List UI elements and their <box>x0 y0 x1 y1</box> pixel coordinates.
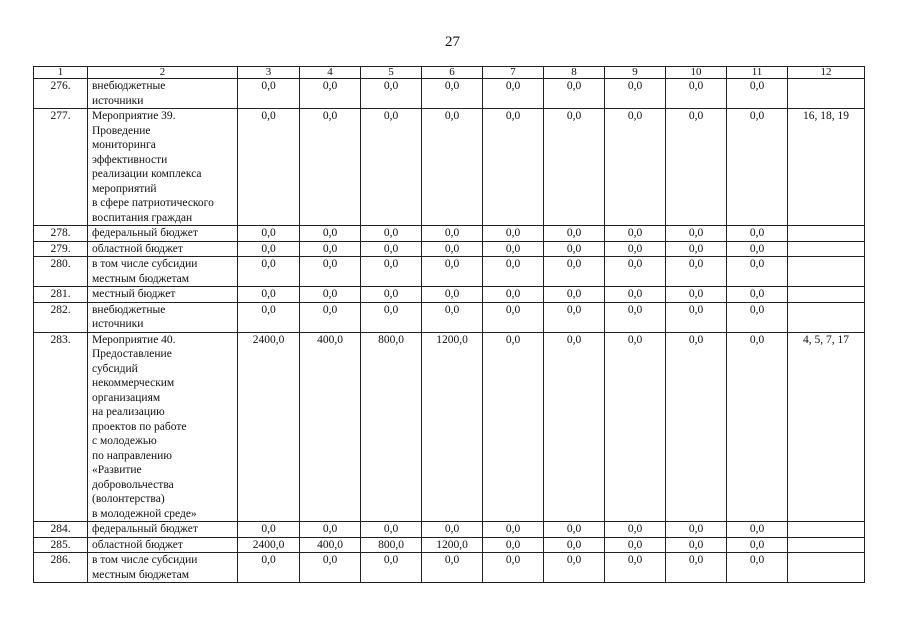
value-cell: 0,0 <box>238 79 300 109</box>
value-cell: 0,0 <box>422 109 483 226</box>
indicator-refs <box>788 537 865 553</box>
value-cell: 0,0 <box>666 537 727 553</box>
column-header: 1 <box>34 67 88 79</box>
row-number: 281. <box>34 287 88 303</box>
value-cell: 1200,0 <box>422 332 483 522</box>
value-cell: 0,0 <box>422 287 483 303</box>
indicator-refs <box>788 287 865 303</box>
row-number: 285. <box>34 537 88 553</box>
table-row <box>34 241 865 257</box>
column-header: 10 <box>666 67 727 79</box>
value-cell: 0,0 <box>727 287 788 303</box>
value-cell: 0,0 <box>422 553 483 583</box>
value-cell: 0,0 <box>605 332 666 522</box>
value-cell: 0,0 <box>361 302 422 332</box>
value-cell: 0,0 <box>544 522 605 538</box>
value-cell: 0,0 <box>666 79 727 109</box>
value-cell: 0,0 <box>300 241 361 257</box>
value-cell: 0,0 <box>238 302 300 332</box>
value-cell: 0,0 <box>605 257 666 287</box>
value-cell: 800,0 <box>361 537 422 553</box>
table-body <box>34 79 865 583</box>
value-cell: 0,0 <box>483 522 544 538</box>
value-cell: 0,0 <box>483 553 544 583</box>
value-cell: 0,0 <box>300 522 361 538</box>
value-cell: 0,0 <box>361 109 422 226</box>
value-cell: 0,0 <box>605 241 666 257</box>
column-header: 11 <box>727 67 788 79</box>
value-cell: 0,0 <box>361 522 422 538</box>
column-header: 9 <box>605 67 666 79</box>
table-row <box>34 109 865 226</box>
value-cell: 0,0 <box>361 226 422 242</box>
value-cell: 0,0 <box>605 553 666 583</box>
row-name: Мероприятие 39. Проведение мониторинга эффективности реализации комплекса мероприятий в сфере патриотического воспитания граждан <box>88 109 238 226</box>
table-row <box>34 226 865 242</box>
value-cell: 0,0 <box>605 537 666 553</box>
value-cell: 0,0 <box>544 537 605 553</box>
indicator-refs <box>788 522 865 538</box>
value-cell: 0,0 <box>422 241 483 257</box>
value-cell: 0,0 <box>300 226 361 242</box>
value-cell: 0,0 <box>422 257 483 287</box>
value-cell: 0,0 <box>605 226 666 242</box>
row-number: 279. <box>34 241 88 257</box>
value-cell: 0,0 <box>300 302 361 332</box>
value-cell: 0,0 <box>483 257 544 287</box>
value-cell: 0,0 <box>483 109 544 226</box>
column-header: 6 <box>422 67 483 79</box>
value-cell: 0,0 <box>544 226 605 242</box>
value-cell: 0,0 <box>544 109 605 226</box>
row-name: Мероприятие 40. Предоставление субсидий некоммерческим организациям на реализацию проектов по работе с молодежью по направлению «Развитие добровольчества (волонтерства) в молодежной среде» <box>88 332 238 522</box>
indicator-refs: 4, 5, 7, 17 <box>788 332 865 522</box>
value-cell: 0,0 <box>605 79 666 109</box>
row-number: 276. <box>34 79 88 109</box>
row-name: местный бюджет <box>88 287 238 303</box>
value-cell: 0,0 <box>544 241 605 257</box>
table-row <box>34 522 865 538</box>
value-cell: 0,0 <box>666 241 727 257</box>
value-cell: 0,0 <box>727 522 788 538</box>
value-cell: 0,0 <box>666 522 727 538</box>
row-number: 277. <box>34 109 88 226</box>
indicator-refs <box>788 226 865 242</box>
table-row <box>34 79 865 109</box>
value-cell: 0,0 <box>422 79 483 109</box>
value-cell: 0,0 <box>605 522 666 538</box>
value-cell: 0,0 <box>666 287 727 303</box>
row-name: федеральный бюджет <box>88 226 238 242</box>
value-cell: 0,0 <box>361 553 422 583</box>
value-cell: 0,0 <box>483 241 544 257</box>
column-header: 5 <box>361 67 422 79</box>
column-header: 3 <box>238 67 300 79</box>
table-row <box>34 287 865 303</box>
value-cell: 400,0 <box>300 537 361 553</box>
table-header-row <box>34 67 865 79</box>
value-cell: 0,0 <box>483 79 544 109</box>
value-cell: 0,0 <box>361 79 422 109</box>
value-cell: 0,0 <box>422 522 483 538</box>
row-number: 283. <box>34 332 88 522</box>
table-row <box>34 257 865 287</box>
column-header: 2 <box>88 67 238 79</box>
row-name: внебюджетные источники <box>88 79 238 109</box>
value-cell: 0,0 <box>544 79 605 109</box>
row-name: внебюджетные источники <box>88 302 238 332</box>
value-cell: 0,0 <box>238 241 300 257</box>
value-cell: 400,0 <box>300 332 361 522</box>
value-cell: 0,0 <box>666 257 727 287</box>
value-cell: 0,0 <box>300 109 361 226</box>
value-cell: 0,0 <box>483 302 544 332</box>
indicator-refs <box>788 241 865 257</box>
value-cell: 2400,0 <box>238 332 300 522</box>
row-number: 282. <box>34 302 88 332</box>
value-cell: 0,0 <box>238 257 300 287</box>
value-cell: 0,0 <box>361 257 422 287</box>
column-header: 4 <box>300 67 361 79</box>
value-cell: 0,0 <box>666 226 727 242</box>
value-cell: 0,0 <box>666 553 727 583</box>
value-cell: 0,0 <box>727 537 788 553</box>
table-row <box>34 553 865 583</box>
value-cell: 0,0 <box>238 226 300 242</box>
indicator-refs <box>788 553 865 583</box>
value-cell: 0,0 <box>300 287 361 303</box>
value-cell: 0,0 <box>605 287 666 303</box>
value-cell: 0,0 <box>483 287 544 303</box>
value-cell: 0,0 <box>483 537 544 553</box>
value-cell: 0,0 <box>666 332 727 522</box>
page-number: 27 <box>445 34 460 50</box>
table-row <box>34 302 865 332</box>
table-row <box>34 537 865 553</box>
value-cell: 0,0 <box>361 241 422 257</box>
value-cell: 0,0 <box>238 287 300 303</box>
value-cell: 0,0 <box>544 257 605 287</box>
value-cell: 0,0 <box>483 226 544 242</box>
value-cell: 0,0 <box>300 257 361 287</box>
value-cell: 800,0 <box>361 332 422 522</box>
value-cell: 0,0 <box>727 302 788 332</box>
value-cell: 0,0 <box>544 553 605 583</box>
value-cell: 0,0 <box>300 553 361 583</box>
column-header: 8 <box>544 67 605 79</box>
value-cell: 2400,0 <box>238 537 300 553</box>
column-header: 7 <box>483 67 544 79</box>
value-cell: 0,0 <box>727 241 788 257</box>
budget-table <box>33 66 865 583</box>
value-cell: 0,0 <box>544 302 605 332</box>
value-cell: 1200,0 <box>422 537 483 553</box>
value-cell: 0,0 <box>605 302 666 332</box>
table-row <box>34 332 865 522</box>
row-name: областной бюджет <box>88 537 238 553</box>
indicator-refs <box>788 79 865 109</box>
value-cell: 0,0 <box>361 287 422 303</box>
row-name: в том числе субсидии местным бюджетам <box>88 257 238 287</box>
value-cell: 0,0 <box>544 287 605 303</box>
value-cell: 0,0 <box>238 553 300 583</box>
row-number: 284. <box>34 522 88 538</box>
row-name: областной бюджет <box>88 241 238 257</box>
value-cell: 0,0 <box>300 79 361 109</box>
value-cell: 0,0 <box>727 332 788 522</box>
indicator-refs <box>788 257 865 287</box>
row-name: в том числе субсидии местным бюджетам <box>88 553 238 583</box>
row-name: федеральный бюджет <box>88 522 238 538</box>
value-cell: 0,0 <box>727 79 788 109</box>
indicator-refs: 16, 18, 19 <box>788 109 865 226</box>
value-cell: 0,0 <box>544 332 605 522</box>
value-cell: 0,0 <box>727 226 788 242</box>
row-number: 278. <box>34 226 88 242</box>
value-cell: 0,0 <box>605 109 666 226</box>
value-cell: 0,0 <box>727 553 788 583</box>
value-cell: 0,0 <box>727 109 788 226</box>
value-cell: 0,0 <box>422 226 483 242</box>
value-cell: 0,0 <box>483 332 544 522</box>
value-cell: 0,0 <box>422 302 483 332</box>
row-number: 280. <box>34 257 88 287</box>
value-cell: 0,0 <box>666 302 727 332</box>
value-cell: 0,0 <box>238 109 300 226</box>
column-header: 12 <box>788 67 865 79</box>
value-cell: 0,0 <box>727 257 788 287</box>
value-cell: 0,0 <box>666 109 727 226</box>
value-cell: 0,0 <box>238 522 300 538</box>
indicator-refs <box>788 302 865 332</box>
row-number: 286. <box>34 553 88 583</box>
